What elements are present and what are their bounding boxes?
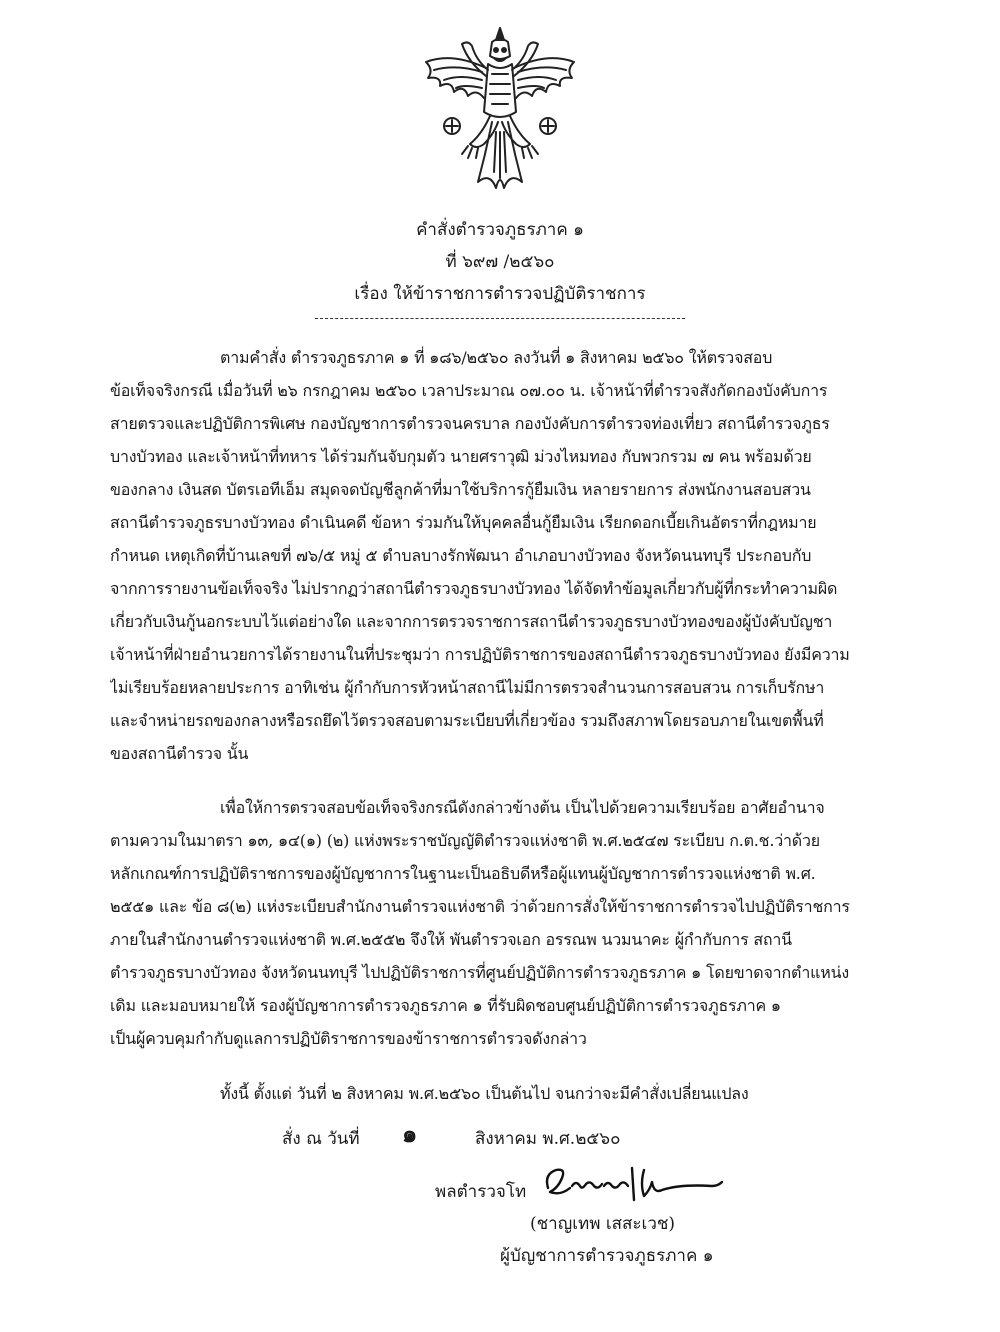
signatory-name: (ชาญเทพ เสสะเวช): [530, 1214, 676, 1234]
paragraph-line: สถานีตำรวจภูธรบางบัวทอง ดำเนินคดี ข้อหา ร่วมกันให้บุคคลอื่นกู้ยืมเงิน เรียกดอกเบี้ยเกินอัตราที่กฎหมาย: [110, 513, 817, 532]
paragraph-line: จากการรายงานข้อเท็จจริง ไม่ปรากฏว่าสถานีตำรวจภูธรบางบัวทอง ได้จัดทำข้อมูลเกี่ยวกับผู้ที่กระทำความผิด: [110, 579, 838, 598]
paragraph-line: ของสถานีตำรวจ นั้น: [110, 744, 249, 763]
paragraph-line: ข้อเท็จจริงกรณี เมื่อวันที่ ๒๖ กรกฎาคม ๒๕๖๐ เวลาประมาณ ๐๗.๐๐ น. เจ้าหน้าที่ตำรวจสังกัดกองบังคับการ: [110, 381, 828, 400]
paragraph-line: และจำหน่ายรถของกลางหรือรถยึดไว้ตรวจสอบตามระเบียบที่เกี่ยวข้อง รวมถึงสภาพโดยรอบภายในเขตพื้นที่: [110, 711, 824, 730]
effective-date-paragraph: ทั้งนี้ ตั้งแต่ วันที่ ๒ สิงหาคม พ.ศ.๒๕๖๐ เป็นต้นไป จนกว่าจะมีคำสั่งเปลี่ยนแปลง: [220, 1084, 749, 1103]
paragraph-line: เจ้าหน้าที่ฝ่ายอำนวยการได้รายงานในที่ประชุมว่า การปฏิบัติราชการของสถานีตำรวจภูธรบางบัวทอง ยังมีความ: [110, 645, 850, 664]
signatory-rank: พลตำรวจโท: [435, 1182, 527, 1202]
paragraph-line: เพื่อให้การตรวจสอบข้อเท็จจริงกรณีดังกล่าวข้างต้น เป็นไปด้วยความเรียบร้อย อาศัยอำนาจ: [220, 798, 825, 817]
paragraph-line: ตามคำสั่ง ตำรวจภูธรภาค ๑ ที่ ๑๘๖/๒๕๖๐ ลงวันที่ ๑ สิงหาคม ๒๕๖๐ ให้ตรวจสอบ: [220, 348, 773, 367]
ordered-date-month-year: สิงหาคม พ.ศ.๒๕๖๐: [475, 1129, 621, 1149]
ordered-date-label: สั่ง ณ วันที่: [282, 1129, 360, 1149]
garuda-emblem-icon: [412, 22, 588, 202]
paragraph-line: ไม่เรียบร้อยหลายประการ อาทิเช่น ผู้กำกับการหัวหน้าสถานีไม่มีการตรวจสำนวนการสอบสวน การเก็บรักษา: [110, 678, 825, 697]
paragraph-line: กำหนด เหตุเกิดที่บ้านเลขที่ ๗๖/๕ หมู่ ๕ ตำบลบางรักพัฒนา อำเภอบางบัวทอง จังหวัดนนทบุรี ประกอบกับ: [110, 546, 812, 565]
ordered-date-day: ๑: [402, 1119, 418, 1148]
order-subject: เรื่อง ให้ข้าราชการตำรวจปฏิบัติราชการ: [354, 284, 646, 304]
handwritten-signature: [540, 1160, 730, 1208]
paragraph-line: ตามความในมาตรา ๑๓, ๑๔(๑) (๒) แห่งพระราชบัญญัติตำรวจแห่งชาติ พ.ศ.๒๕๔๗ ระเบียบ ก.ต.ช.ว่าด้วย: [110, 831, 820, 850]
paragraph-line: ๒๕๕๑ และ ข้อ ๘(๒) แห่งระเบียบสำนักงานตำรวจแห่งชาติ ว่าด้วยการสั่งให้ข้าราชการตำรวจไปปฏิบัติราชการ: [110, 897, 850, 916]
paragraph-line: ตำรวจภูธรบางบัวทอง จังหวัดนนทบุรี ไปปฏิบัติราชการที่ศูนย์ปฏิบัติการตำรวจภูธรภาค ๑ โดยขาดจากตำแหน่ง: [110, 963, 849, 982]
paragraph-line: เป็นผู้ควบคุมกำกับดูแลการปฏิบัติราชการของข้าราชการตำรวจดังกล่าว: [110, 1029, 587, 1048]
paragraph-line: สายตรวจและปฏิบัติการพิเศษ กองบัญชาการตำรวจนครบาล กองบังคับการตำรวจท่องเที่ยว สถานีตำรวจภูธร: [110, 414, 830, 433]
paragraph-line: เดิม และมอบหมายให้ รองผู้บัญชาการตำรวจภูธรภาค ๑ ที่รับผิดชอบศูนย์ปฏิบัติการตำรวจภูธรภาค ๑: [110, 996, 781, 1015]
order-title: คำสั่งตำรวจภูธรภาค ๑: [416, 220, 584, 240]
signatory-position: ผู้บัญชาการตำรวจภูธรภาค ๑: [500, 1246, 714, 1266]
paragraph-line: บางบัวทอง และเจ้าหน้าที่ทหาร ได้ร่วมกันจับกุมตัว นายศราวุฒิ ม่วงไหมทอง กับพวกรวม ๗ คน พร้อมด้วย: [110, 447, 812, 466]
paragraph-line: เกี่ยวกับเงินกู้นอกระบบไว้แต่อย่างใด และจากการตรวจราชการสถานีตำรวจภูธรบางบัวทองของผู้บังคับบัญชา: [110, 612, 833, 631]
header-divider: [315, 318, 685, 319]
paragraph-line: ของกลาง เงินสด บัตรเอทีเอ็ม สมุดจดบัญชีลูกค้าที่มาใช้บริการกู้ยืมเงิน หลายรายการ ส่งพนักงานสอบสวน: [110, 480, 811, 499]
order-number: ที่ ๖๙๗ /๒๕๖๐: [445, 252, 555, 272]
paragraph-line: หลักเกณฑ์การปฏิบัติราชการของผู้บัญชาการในฐานะเป็นอธิบดีหรือผู้แทนผู้บัญชาการตำรวจแห่งชาติ พ.ศ.: [110, 864, 816, 883]
paragraph-line: ภายในสำนักงานตำรวจแห่งชาติ พ.ศ.๒๕๕๒ จึงให้ พันตำรวจเอก อรรณพ นวมนาคะ ผู้กำกับการ สถานี: [110, 930, 792, 949]
